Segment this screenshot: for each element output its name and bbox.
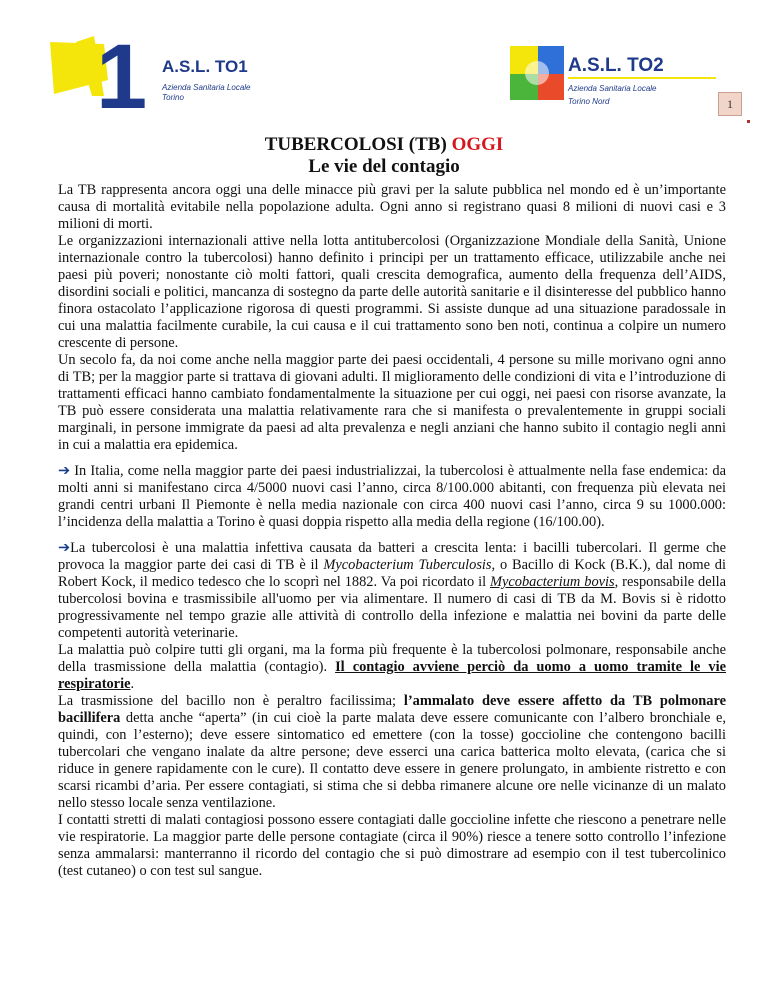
paragraph: Le organizzazioni internazionali attive nella lotta antitubercolosi (Organizzazione Mondiale della Sanità, Unione internazionale contro la tubercolosi) hanno definito i principi per un trattamento efficace, utilizzabile anche nei paesi più poveri; nonostante ciò molti fattori, quali crescita demografica, aumento della frequenza dell’AIDS, disordini sociali e politici, mancanza di sostegno da parte delle autorità sanitarie e il disinteresse del pubblico hanno finora ostacolato l’applicazione rigorosa di questi programmi. Si assiste dunque ad una situazione paradossale in cui una malattia facilmente curabile, la cui causa e il cui trattamento sono ben noti, continua a colpire un numero crescente di persone. bbox=[58, 233, 726, 351]
svg-text:Azienda Sanitaria Locale: Azienda Sanitaria Locale bbox=[568, 84, 657, 93]
page-number-mark bbox=[747, 120, 750, 123]
asl-to1-logo bbox=[46, 36, 268, 120]
svg-text:Torino: Torino bbox=[162, 93, 184, 102]
paragraph: La TB rappresenta ancora oggi una delle minacce più gravi per la salute pubblica nel mondo ed è un’importante causa di mortalità evitabile nella popolazione adulta. Ogni anno si registrano quasi 8 milioni di nuovi casi e 3 milioni di morti. bbox=[58, 182, 726, 232]
paragraph: La malattia può colpire tutti gli organi, ma la forma più frequente è la tubercolosi polmonare, responsabile anche della trasmissione della malattia (contagio). Il contagio avviene perciò da uomo a uomo tramite le vie respiratorie. bbox=[58, 642, 726, 692]
paragraph-italy: ➔ In Italia, come nella maggior parte dei paesi industrializzai, la tubercolosi è attualmente nella fase endemica: da molti anni si manifestano circa 4/5000 nuovi casi l’anno, circa 8/100.000 abitanti, con frequenza più elevata nei grandi centri urbani Il Piemonte è nella media nazionale con circa 400 nuovi casi l’anno, circa 9 su 1000.000: l’incidenza della malattia a Torino è quasi doppia rispetto alla media della regione (16/100.00). bbox=[58, 463, 726, 530]
patient-highlight: l’ammalato deve essere affetto da TB polmonare bacillifera bbox=[58, 693, 726, 726]
species-name: Mycobacterium bovis bbox=[490, 574, 615, 590]
document-title bbox=[0, 134, 768, 178]
svg-text:Azienda Sanitaria Locale: Azienda Sanitaria Locale bbox=[162, 83, 251, 92]
svg-text:A.S.L. TO2: A.S.L. TO2 bbox=[568, 55, 664, 76]
arrow-right-icon: ➔ bbox=[58, 540, 71, 556]
document-body bbox=[58, 182, 726, 880]
species-name: Mycobacterium Tuberculosis bbox=[323, 557, 492, 573]
svg-text:A.S.L. TO1: A.S.L. TO1 bbox=[162, 57, 248, 76]
paragraph: Un secolo fa, da noi come anche nella maggior parte dei paesi occidentali, 4 persone su mille morivano ogni anno di TB; per la maggior parte si trattava di giovani adulti. Il miglioramento delle condizioni di vita e l’introduzione di trattamenti efficaci hanno cambiato fondamentalmente la situazione per cui oggi, nei paesi con risorse avanzate, la TB può essere considerata una malattia relativamente rara che si manifesta o prevalentemente in gruppi sociali marginali, in persone immigrate da paesi ad alta prevalenza e negli anziani che hanno subito il contagio negli anni in cui a malattia era epidemica. bbox=[58, 352, 726, 453]
title-main: TUBERCOLOSI (TB) bbox=[264, 134, 447, 155]
svg-text:Torino Nord: Torino Nord bbox=[568, 97, 610, 106]
paragraph: La trasmissione del bacillo non è peraltro facilissima; l’ammalato deve essere affetto da TB polmonare bacillifera detta anche “aperta” (in cui cioè la parte malata deve essere comunicante con l’albero bronchiale e, quindi, con l’esterno); deve essere sintomatico ed emettere (con la tosse) goccioline che contengono bacilli tubercolari che vengano inalate da altre persone; deve esserci una carica batterica molto elevata, (carica che si riduce in genere rapidamente con le cure). Il contatto deve essere in genere prolungato, in ambiente ristretto e con scarsi ricambi d’aria. Per essere contagiati, si stima che si debba rimanere alcune ore nelle vicinanze di un malato nello stesso locale senza ventilazione. bbox=[58, 693, 726, 811]
asl-to2-logo bbox=[508, 44, 726, 120]
title-subtitle: Le vie del contagio bbox=[308, 156, 460, 177]
svg-text:1: 1 bbox=[96, 36, 148, 120]
contagion-highlight: Il contagio avviene perciò da uomo a uomo tramite le vie respiratorie bbox=[58, 659, 726, 692]
paragraph: I contatti stretti di malati contagiosi possono essere contagiati dalle goccioline infette che riescono a penetrare nelle vie respiratorie. La maggior parte delle persone contagiate (circa il 90%) riesce a tenere sotto controllo l’infezione senza ammalarsi: manterranno il ricordo del contagio che si può dimostrare ad esempio con il test tubercolinico (test cutaneo) o con test sul sangue. bbox=[58, 812, 726, 879]
title-highlight: OGGI bbox=[451, 134, 504, 155]
arrow-right-icon: ➔ bbox=[58, 463, 71, 479]
page-number: 1 bbox=[718, 92, 742, 116]
paragraph-bacillus: ➔La tubercolosi è una malattia infettiva causata da batteri a crescita lenta: i bacilli tubercolari. Il germe che provoca la maggior parte dei casi di TB è il Mycobacterium Tuberculosis, o Bacillo di Kock (B.K.), dal nome di Robert Kock, il medico tedesco che lo scoprì nel 1882. Va poi ricordato il Mycobacterium bovis, responsabile della tubercolosi bovina e trasmissibile all'uomo per via alimentare. Il numero di casi di TB da M. Bovis si è ridotto progressivamente nel tempo grazie alle attività di controllo della infezione e malattia nei bovini da parte delle competenti autorità veterinarie. bbox=[58, 540, 726, 641]
